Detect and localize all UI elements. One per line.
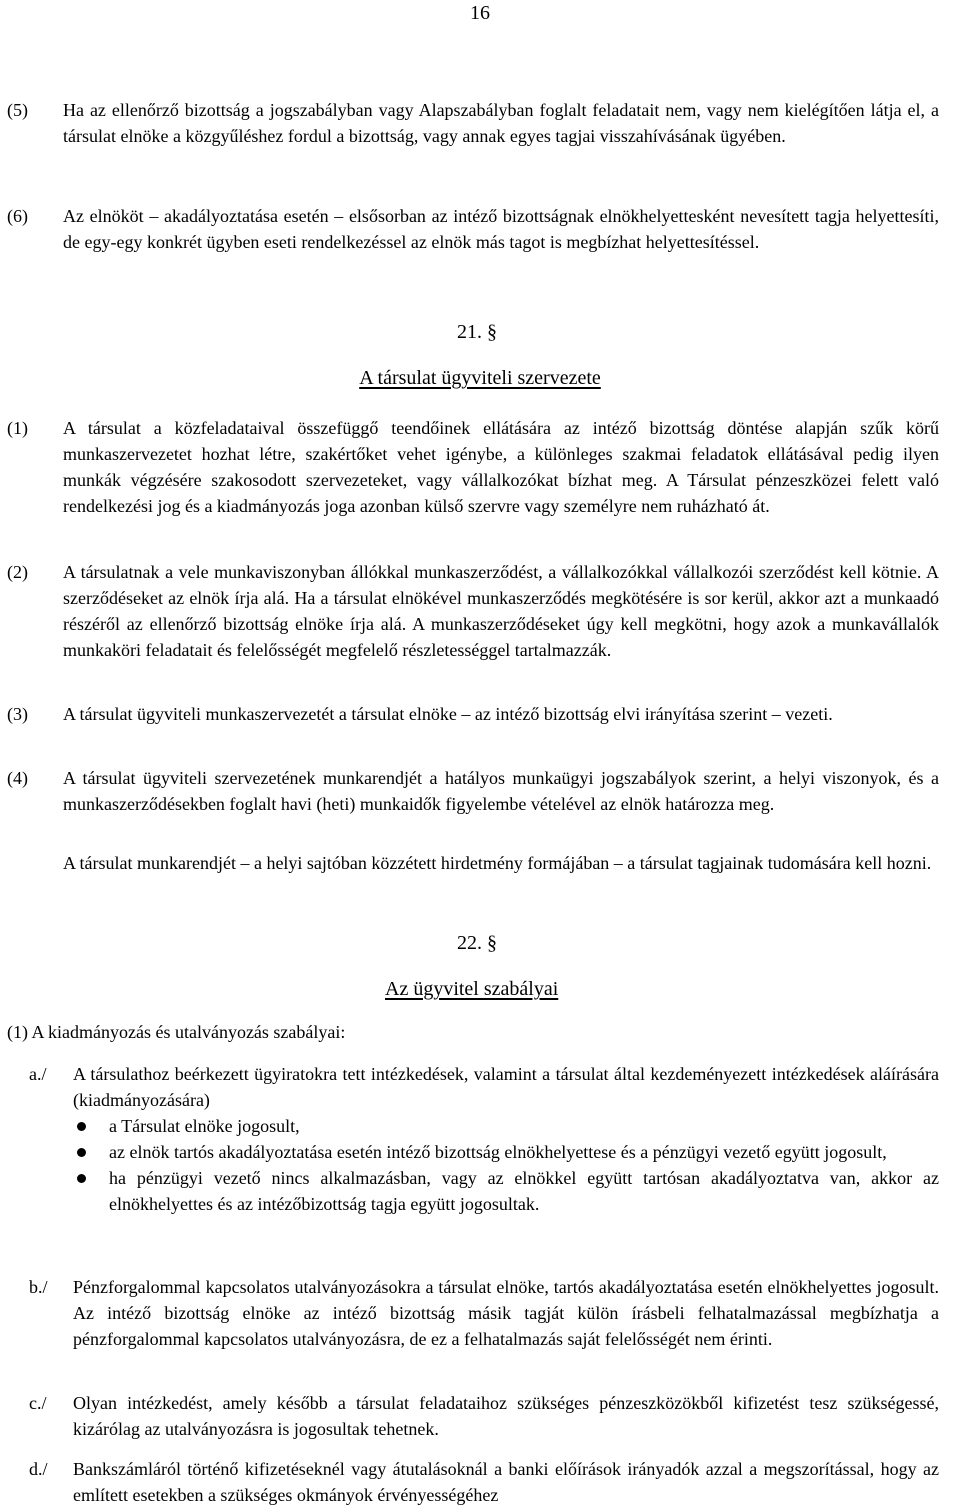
page-number: 16 <box>470 2 490 24</box>
bullet-icon <box>77 1148 86 1157</box>
subitem-letter: c./ <box>29 1393 47 1413</box>
list-item <box>73 1139 939 1165</box>
paragraph-text: Az elnököt – akadályoztatása esetén – elsősorban az intéző bizottságnak elnökhelyettesként nevesített tagja helyettesíti, de egy-egy konkrét ügyben eseti rendelkezéssel az elnök más tagot is megbízhat helyettesítéssel. <box>63 206 939 252</box>
subitem-text: Olyan intézkedést, amely később a társulat feladataihoz szükséges pénzeszközökből kifizetést tesz szükségessé, kizárólag az utalványozásra is jogosultak tehetnek. <box>73 1393 939 1439</box>
subitem-letter: a./ <box>29 1064 47 1084</box>
paragraph-5 <box>7 97 939 149</box>
section-21-paragraph-3 <box>7 701 939 727</box>
paragraph-number: (4) <box>7 768 28 788</box>
paragraph-number: (3) <box>7 704 28 724</box>
subitem-d <box>29 1456 939 1508</box>
subitem-letter: d./ <box>29 1459 48 1479</box>
bullet-icon <box>77 1122 86 1131</box>
paragraph-text: Ha az ellenőrző bizottság a jogszabályban vagy Alapszabályban foglalt feladatait nem, vagy nem kielégítően látja el, a társulat elnöke a közgyűléshez fordul a bizottság, vagy annak egyes tagjai visszahívásának ügyében. <box>63 100 939 146</box>
section-22-number: 22. § <box>457 932 497 954</box>
section-21-number: 21. § <box>457 321 497 343</box>
list-item-text: a Társulat elnöke jogosult, <box>109 1116 300 1136</box>
subitem-text: Pénzforgalommal kapcsolatos utalványozásokra a társulat elnöke, tartós akadályoztatása esetén elnökhelyettes jogosult. Az intéző bizottság elnöke az intéző bizottság másik tagját külön írásbeli felhatalmazással megbízhatja a pénzforgalommal kapcsolatos utalványozásra, de ez a felhatalmazás saját felelősségét nem érinti. <box>73 1277 939 1349</box>
section-21-paragraph-4 <box>7 765 939 817</box>
list-item-text: az elnök tartós akadályoztatása esetén intéző bizottság elnökhelyettese és a pénzügyi vezető együtt jogosult, <box>109 1142 887 1162</box>
paragraph-6 <box>7 203 939 255</box>
list-item-text: ha pénzügyi vezető nincs alkalmazásban, vagy az elnökkel együtt tartósan akadályoztatva van, akkor az elnökhelyettes és az intézőbizottság tagja együtt jogosultak. <box>109 1168 939 1214</box>
section-22-paragraph-1-label: (1) A kiadmányozás és utalványozás szabályai: <box>7 1022 346 1042</box>
subitem-text: Bankszámláról történő kifizetéseknél vagy átutalásoknál a banki előírások irányadók azzal a megszorítással, hogy az említett esetekben a szükséges okmányok érvényességéhez <box>73 1459 939 1505</box>
paragraph-text: A társulat a közfeladataival összefüggő teendőinek ellátására az intéző bizottság döntése alapján szűk körű munkaszervezetet hozhat létre, szakértőket vehet igénybe, a különleges szakmai feladatok ellátásával pedig ilyen munkák végzésére szakosodott szervezeteket, vagy vállalkozókat bízhat meg. A Társulat pénzeszközei felett való rendelkezési jog és a kiadmányozás joga azonban külső szervre vagy személyre nem ruházható át. <box>63 418 939 516</box>
section-22-title: Az ügyvitel szabályai <box>385 978 559 1000</box>
paragraph-number: (6) <box>7 206 28 226</box>
subitem-b <box>29 1274 939 1352</box>
subitem-text <box>73 1061 939 1217</box>
subitem-intro: A társulathoz beérkezett ügyiratokra tett intézkedések, valamint a társulat által kezdeményezett intézkedések aláírására (kiadmányozására) <box>73 1064 939 1110</box>
subitem-a <box>29 1061 939 1217</box>
paragraph-text: A társulatnak a vele munkaviszonyban állókkal munkaszerződést, a vállalkozókkal vállalkozói szerződést kell kötnie. A szerződéseket az elnök írja alá. Ha a társulat elnökével munkaszerződés megkötésére is sor kerül, akkor azt a munkaadó részéről az ellenőrző bizottság elnöke írja alá. A munkaszerződéseket úgy kell megkötni, hogy azok a munkavállalók munkaköri feladatait és felelősségét megfelelő részletességgel tartalmazzák. <box>63 562 939 660</box>
section-21-paragraph-2 <box>7 559 939 663</box>
bullet-list <box>73 1113 939 1217</box>
list-item <box>73 1113 939 1139</box>
subitem-letter: b./ <box>29 1277 48 1297</box>
section-21-paragraph-1 <box>7 415 939 519</box>
paragraph-text: A társulat ügyviteli munkaszervezetét a társulat elnöke – az intéző bizottság elvi irányítása szerint – vezeti. <box>63 704 833 724</box>
subitem-c <box>29 1390 939 1442</box>
paragraph-number: (5) <box>7 100 28 120</box>
paragraph-number: (1) <box>7 418 28 438</box>
bullet-icon <box>77 1174 86 1183</box>
paragraph-number: (2) <box>7 562 28 582</box>
section-21-title: A társulat ügyviteli szervezete <box>359 367 601 389</box>
list-item <box>73 1165 939 1217</box>
paragraph-text: A társulat ügyviteli szervezetének munkarendjét a hatályos munkaügyi jogszabályok szerint, a helyi viszonyok, és a munkaszerződésekben foglalt havi (heti) munkaidők figyelembe vételével az elnök határozza meg. <box>63 768 939 814</box>
section-21-paragraph-4-continuation: A társulat munkarendjét – a helyi sajtóban közzétett hirdetmény formájában – a társulat tagjainak tudomására kell hozni. <box>63 853 932 873</box>
